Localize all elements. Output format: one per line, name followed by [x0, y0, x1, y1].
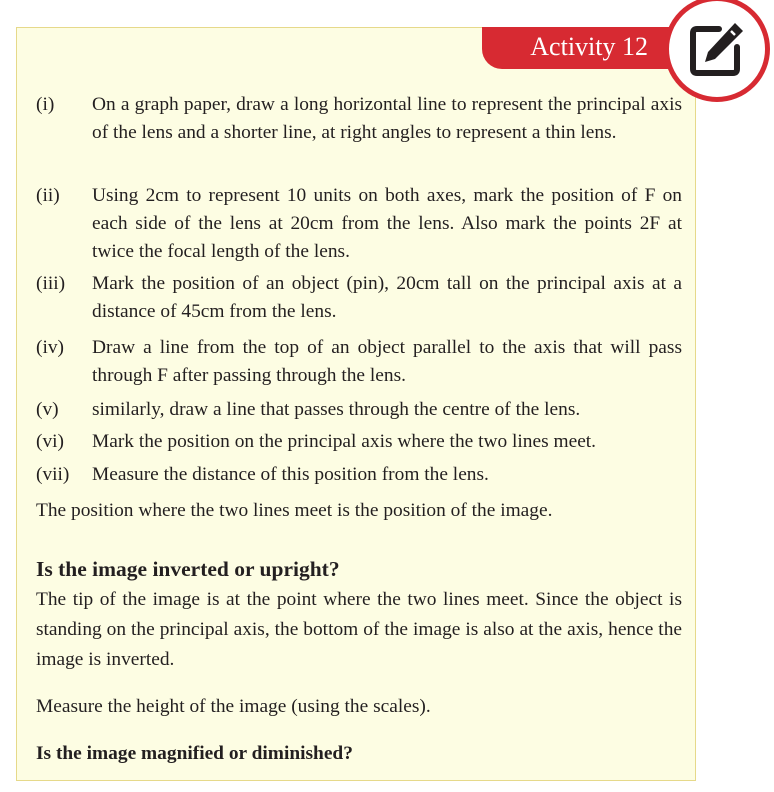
step-5 — [36, 396, 682, 424]
question-text: Is the image magnified or diminished? — [36, 743, 353, 764]
step-number: (iii) — [36, 273, 66, 294]
step-number: (v) — [36, 399, 59, 420]
measure-text: Measure the height of the image (using the scales). — [36, 696, 431, 717]
step-2 — [36, 182, 682, 266]
section-answer: The tip of the image is at the point where the two lines meet. Since the object is standing on the principal axis, the bottom of the image is also at the axis, hence the image is inverted. — [36, 589, 682, 670]
step-4 — [36, 334, 682, 390]
step-3 — [36, 270, 682, 326]
step-number: (i) — [36, 94, 55, 115]
step-number: (vii) — [36, 464, 70, 485]
step-text: Mark the position of an object (pin), 20cm tall on the principal axis at a distance of 45cm from the lens. — [92, 273, 682, 322]
step-6 — [36, 428, 682, 456]
section-heading: Is the image inverted or upright? — [36, 557, 340, 581]
activity-label: Activity 12 — [530, 32, 648, 61]
step-text: Draw a line from the top of an object parallel to the axis that will pass through F after passing through the lens. — [92, 337, 682, 386]
activity-badge — [664, 0, 770, 102]
step-text: Mark the position on the principal axis where the two lines meet. — [92, 431, 597, 452]
step-number: (ii) — [36, 185, 60, 206]
edit-icon — [689, 21, 745, 77]
step-7 — [36, 461, 682, 489]
step-text: similarly, draw a line that passes through the centre of the lens. — [92, 399, 581, 420]
step-number: (vi) — [36, 431, 64, 452]
conclusion-text: The position where the two lines meet is the position of the image. — [36, 500, 553, 521]
step-1 — [36, 91, 682, 147]
step-text: Measure the distance of this position from the lens. — [92, 464, 489, 485]
step-text: Using 2cm to represent 10 units on both axes, mark the position of F on each side of the lens at 20cm from the lens. Also mark the points 2F at twice the focal length of the lens. — [92, 185, 682, 262]
step-number: (iv) — [36, 337, 64, 358]
step-text: On a graph paper, draw a long horizontal line to represent the principal axis of the lens and a shorter line, at right angles to represent a thin lens. — [92, 94, 682, 143]
